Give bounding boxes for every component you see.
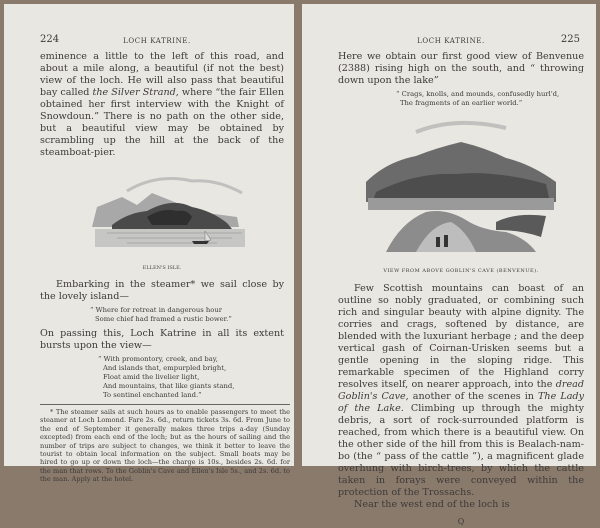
italic-text: dread Goblin's Cave xyxy=(338,379,584,402)
verse-line: “ Crags, knolls, and mounds, confusedly hurl'd, xyxy=(396,90,560,98)
text: , another of the scenes in xyxy=(405,391,539,402)
paragraph xyxy=(40,51,284,159)
text: eminence a little to the left of this road, and about a mile along, a beautiful (if not the best) view of the loch. He will also pass that beautiful bay called xyxy=(40,51,284,98)
running-head: LOCH KATRINE. xyxy=(123,37,191,45)
goblins-cave-engraving xyxy=(356,112,566,262)
page-body xyxy=(40,51,290,484)
verse-quote xyxy=(90,306,284,324)
verse-line: The fragments of an earlier world.” xyxy=(400,99,523,107)
italic-text: the Silver Strand xyxy=(92,87,176,98)
paragraph: Here we obtain our first good view of Benvenue (2388) rising high on the south, and “ throwing down upon the lake” xyxy=(338,51,584,86)
right-page xyxy=(302,4,596,526)
figure-caption: ELLEN'S ISLE. xyxy=(142,265,182,271)
running-head: LOCH KATRINE. xyxy=(417,37,485,45)
page-number: 224 xyxy=(40,34,60,45)
page-body xyxy=(338,51,584,528)
verse-line: And mountains, that like giants stand, xyxy=(103,382,235,390)
paragraph xyxy=(338,283,584,499)
verse-line: And islands that, empurpled bright, xyxy=(103,364,227,372)
footnote-text: * The steamer sails at such hours as to enable passengers to meet the steamer at Loch Lomond. Fare 2s. 6d., return tickets 3s. 6d. From June to the end of September it generally makes three trips a-day (Sunday excepted) from each end of the loch; but as the hours of sailing and the number of trips are subject to changes, we think it better to leave the tourist to obtain local information on the subject. Small boats may be hired to go up or down the loch—the charge is 10s., besides 2s. 6d. for the man that rows. To the Goblin's Cave and Ellen's Isle 5s., and 2s. 6d. to the man. Apply at the hotel. xyxy=(40,408,290,484)
footnote xyxy=(40,404,290,484)
paragraph: On passing this, Loch Katrine in all its extent bursts upon the view— xyxy=(40,328,284,351)
verse-line: “ Where for retreat in dangerous hour xyxy=(90,306,223,314)
figure-caption: VIEW FROM ABOVE GOBLIN'S CAVE (BENVENUE). xyxy=(383,268,539,274)
verse-quote xyxy=(98,355,284,400)
page-header xyxy=(40,34,284,51)
verse-line: “ With promontory, creek, and bay, xyxy=(98,355,218,363)
paragraph: Near the west end of the loch is xyxy=(354,499,510,510)
verse-line: Some chief had framed a rustic bower.” xyxy=(95,315,232,323)
text: Climbing up through the mighty debris, a sort of rock-surrounded platform is reached, from which there is a beautiful view. On the other side of the hill from this is Bealach-nam-bo (the “ pass of the cattle ”), a magnificent glade overhung with birch-trees, by which the cattle taken in forays were conveyed within the protection of the Trossachs. xyxy=(338,403,584,498)
italic-text: The Lady of the Lake. xyxy=(338,391,584,414)
verse-line: To sentinel enchanted land.” xyxy=(103,391,202,399)
verse-quote xyxy=(396,90,584,108)
page-header xyxy=(338,34,584,51)
verse-line: Float amid the livelier light, xyxy=(103,373,200,381)
left-page xyxy=(4,4,294,484)
printer-signature: Q xyxy=(457,517,465,526)
page-number: 225 xyxy=(560,34,580,45)
text: Few Scottish mountains can boast of an outline so nobly graduated, or combining such rich and singular beauty with alpine dignity. The corries and crags, softened by distance, are blended with the luxuriant herbage ; and the deep vertical gash of Coirnan-Urisken seems but a gentle opening in the sloping ridge. This remarkable specimen of the Highland corry resolves itself, on nearer approach, into the xyxy=(338,283,584,390)
paragraph: Embarking in the steamer* we sail close by the lovely island— xyxy=(40,279,284,302)
text: , where “the fair Ellen obtained her first interview with the Knight of Snowdoun.” There is no path on the other side, but a beautiful view may be obtained by scrambling up the hill at the back of the steamboat-pier. xyxy=(40,87,284,158)
ellens-isle-engraving xyxy=(67,167,257,275)
